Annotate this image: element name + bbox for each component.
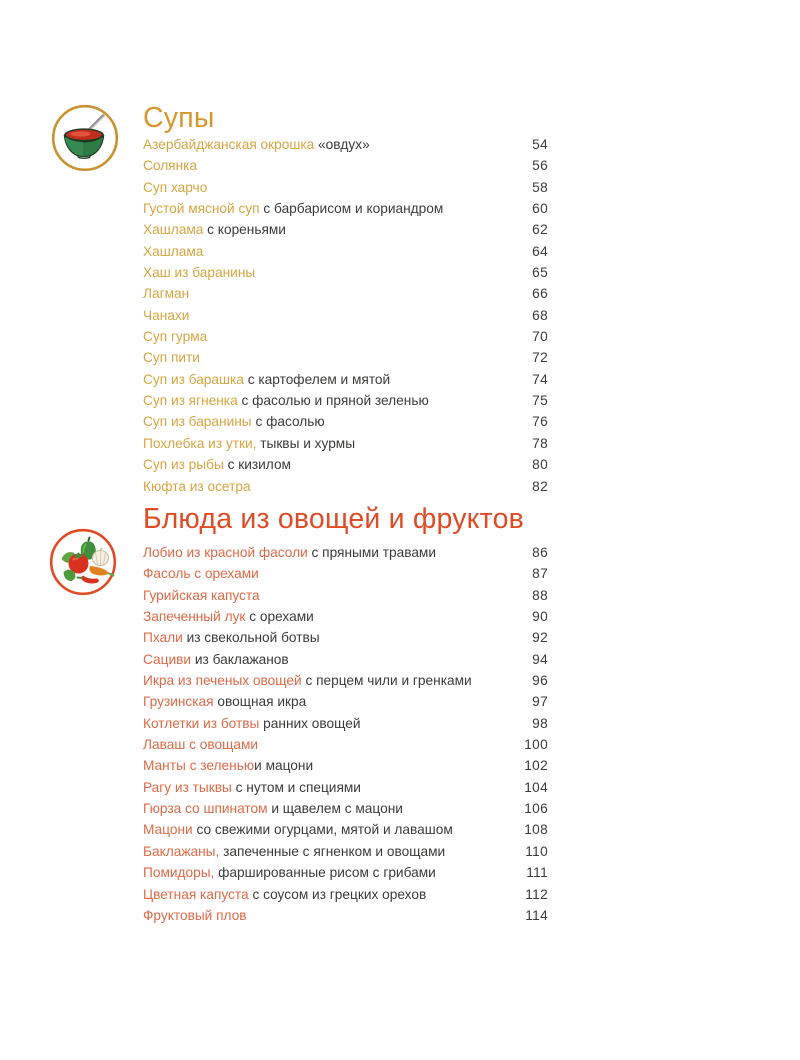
dish-highlight: Суп из рыбы (143, 457, 224, 473)
dish-rest: тыквы и хурмы (256, 435, 356, 451)
toc-row (143, 542, 548, 563)
dish-highlight: Суп пити (143, 350, 200, 366)
page-number: 111 (526, 865, 548, 881)
toc-row (143, 691, 548, 712)
dish-title (143, 606, 314, 627)
dish-title (143, 884, 426, 905)
toc-rows-vegetables (143, 542, 548, 926)
soup-bowl-icon (50, 103, 120, 173)
dish-highlight: Манты с зеленью (143, 758, 255, 774)
page-number: 56 (532, 158, 548, 174)
toc-row (143, 862, 548, 883)
toc-row (143, 819, 548, 840)
dish-title (143, 198, 443, 219)
dish-rest: с фасолью и пряной зеленью (237, 393, 429, 409)
dish-highlight: Лаваш с овощами (143, 737, 259, 753)
dish-title (143, 798, 403, 819)
toc-row (143, 884, 548, 905)
dish-highlight: Суп из баранины (143, 414, 252, 430)
page-number: 108 (524, 822, 548, 838)
page-number: 90 (532, 609, 548, 625)
toc-row (143, 134, 548, 155)
dish-rest: из свекольной ботвы (182, 630, 320, 646)
dish-title (143, 819, 453, 840)
page-number: 54 (532, 137, 548, 152)
page-number: 94 (532, 651, 548, 667)
dish-title (143, 369, 390, 390)
dish-highlight: Котлетки из ботвы (143, 715, 260, 731)
dish-highlight: Суп гурма (143, 329, 208, 345)
toc-row (143, 777, 548, 798)
toc-row (143, 198, 548, 219)
dish-highlight: Хашлама (143, 222, 204, 238)
toc-row (143, 454, 548, 475)
toc-row (143, 219, 548, 240)
dish-rest: ранних овощей (259, 715, 361, 731)
dish-title (143, 305, 189, 326)
dish-title (143, 347, 200, 368)
dish-highlight: Фасоль с орехами (143, 566, 259, 582)
toc-row (143, 755, 548, 776)
dish-title (143, 411, 325, 432)
page-number: 92 (532, 630, 548, 646)
toc-row (143, 347, 548, 368)
page-number: 86 (532, 545, 548, 560)
dish-title (143, 713, 361, 734)
dish-highlight: Грузинская (143, 694, 214, 710)
dish-highlight: Пхали (143, 630, 183, 646)
toc-row (143, 670, 548, 691)
toc-row (143, 262, 548, 283)
page-number: 68 (532, 307, 548, 323)
dish-highlight: Цветная капуста (143, 886, 249, 902)
toc-row (143, 734, 548, 755)
dish-highlight: Запеченный лук (143, 609, 246, 625)
toc-row (143, 411, 548, 432)
dish-highlight: Азербайджанская окрошка (143, 137, 315, 152)
dish-highlight: Икра из печеных овощей (143, 673, 302, 689)
dish-title (143, 219, 286, 240)
page-number: 104 (524, 779, 548, 795)
toc-row (143, 390, 548, 411)
dish-title (143, 585, 260, 606)
dish-highlight: Суп из барашка (143, 371, 244, 387)
page-number: 74 (532, 371, 548, 387)
dish-highlight: Хашлама (143, 243, 204, 259)
dish-highlight: Густой мясной суп (143, 201, 260, 217)
toc-row (143, 905, 548, 926)
section-title-vegetables: Блюда из овощей и фруктов (143, 503, 524, 535)
page-number: 78 (532, 435, 548, 451)
dish-title (143, 649, 289, 670)
page-number: 114 (525, 907, 548, 923)
page-number: 65 (532, 265, 548, 281)
toc-rows-soups (143, 134, 548, 497)
page-number: 70 (532, 329, 548, 345)
dish-title (143, 841, 445, 862)
dish-title (143, 905, 247, 926)
page-number: 106 (524, 801, 548, 817)
toc-row (143, 649, 548, 670)
dish-title (143, 390, 429, 411)
dish-highlight: Гюрза со шпинатом (143, 801, 268, 817)
page-number: 100 (524, 737, 548, 753)
dish-highlight: Баклажаны, (143, 843, 220, 859)
dish-title (143, 326, 207, 347)
page-number: 97 (532, 694, 548, 710)
page-number: 110 (525, 843, 548, 859)
dish-rest: с нутом и специями (231, 779, 361, 795)
dish-title (143, 755, 313, 776)
page-number: 76 (532, 414, 548, 430)
dish-highlight: Суп из ягненка (143, 393, 238, 409)
toc-row (143, 798, 548, 819)
dish-title (143, 542, 436, 563)
dish-highlight: Рагу из тыквы (143, 779, 232, 795)
dish-rest: овощная икра (213, 694, 307, 710)
toc-row (143, 606, 548, 627)
page-number: 102 (524, 758, 548, 774)
page-number: 87 (532, 566, 548, 582)
dish-rest: фаршированные рисом с грибами (214, 865, 436, 881)
page-number: 66 (532, 286, 548, 302)
dish-highlight: Суп харчо (143, 179, 208, 195)
toc-row (143, 283, 548, 304)
dish-rest: и щавелем с мацони (267, 801, 403, 817)
dish-title (143, 476, 251, 497)
dish-rest: и мацони (254, 758, 314, 774)
toc-row (143, 713, 548, 734)
page-number: 62 (532, 222, 548, 238)
page-number: 72 (532, 350, 548, 366)
dish-title (143, 670, 472, 691)
dish-highlight: Солянка (143, 158, 198, 174)
dish-rest: с картофелем и мятой (243, 371, 391, 387)
dish-title (143, 862, 436, 883)
dish-rest: с соусом из грецких орехов (248, 886, 427, 902)
page-number: 88 (532, 587, 548, 603)
dish-rest: с кизилом (223, 457, 291, 473)
dish-title (143, 691, 306, 712)
dish-title (143, 177, 207, 198)
toc-row (143, 476, 548, 497)
dish-highlight: Фруктовый плов (143, 907, 247, 923)
dish-rest: со свежими огурцами, мятой и лавашом (192, 822, 453, 838)
dish-rest: с кореньями (203, 222, 286, 238)
toc-row (143, 627, 548, 648)
page-number: 112 (525, 886, 548, 902)
toc-row (143, 241, 548, 262)
dish-rest: с перцем чили и гренками (301, 673, 472, 689)
dish-rest: с орехами (245, 609, 314, 625)
page-number: 82 (532, 478, 548, 494)
dish-highlight: Мацони (143, 822, 193, 838)
page-number: 75 (532, 393, 548, 409)
dish-title (143, 563, 259, 584)
dish-title (143, 627, 320, 648)
dish-highlight: Сациви (143, 651, 192, 667)
dish-title (143, 262, 255, 283)
dish-title (143, 433, 355, 454)
dish-rest: из баклажанов (191, 651, 289, 667)
dish-rest: запеченные с ягненком и овощами (219, 843, 446, 859)
dish-highlight: Чанахи (143, 307, 190, 323)
toc-row (143, 585, 548, 606)
dish-rest: с барбарисом и кориандром (259, 201, 444, 217)
page-number: 58 (532, 179, 548, 195)
dish-title (143, 134, 370, 155)
section-title-soups: Супы (143, 102, 215, 134)
dish-rest: с пряными травами (307, 545, 436, 560)
page-number: 60 (532, 201, 548, 217)
dish-highlight: Гурийская капуста (143, 587, 260, 603)
page-number: 80 (532, 457, 548, 473)
dish-highlight: Лагман (143, 286, 190, 302)
dish-title (143, 734, 258, 755)
dish-highlight: Кюфта из осетра (143, 478, 251, 494)
dish-rest: «овдух» (314, 137, 370, 152)
toc-row (143, 841, 548, 862)
dish-title (143, 155, 197, 176)
toc-row (143, 155, 548, 176)
dish-highlight: Лобио из красной фасоли (143, 545, 308, 560)
dish-title (143, 454, 291, 475)
dish-highlight: Помидоры, (143, 865, 215, 881)
page-number: 64 (532, 243, 548, 259)
toc-row (143, 433, 548, 454)
toc-row (143, 177, 548, 198)
toc-row (143, 305, 548, 326)
toc-row (143, 563, 548, 584)
toc-row (143, 369, 548, 390)
dish-title (143, 777, 361, 798)
dish-title (143, 241, 203, 262)
vegetables-icon (48, 527, 118, 597)
page-number: 98 (532, 715, 548, 731)
dish-highlight: Хаш из баранины (143, 265, 256, 281)
toc-row (143, 326, 548, 347)
dish-highlight: Похлебка из утки, (143, 435, 257, 451)
dish-title (143, 283, 189, 304)
dish-rest: с фасолью (251, 414, 325, 430)
page-number: 96 (532, 673, 548, 689)
